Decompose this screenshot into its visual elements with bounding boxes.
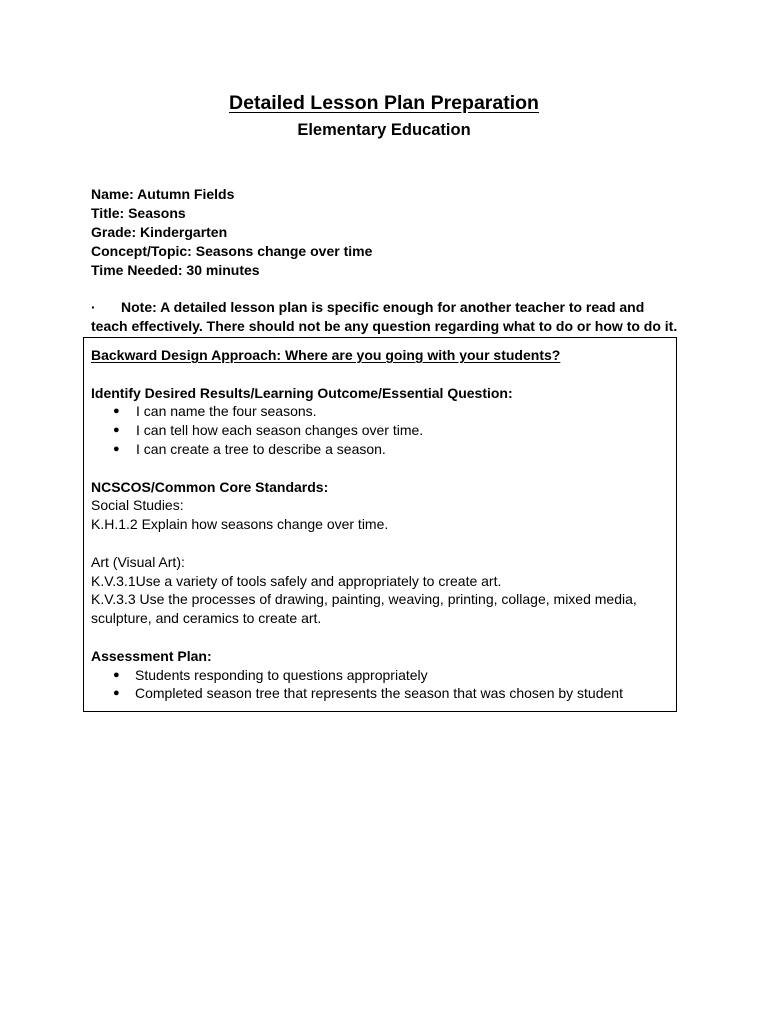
social-studies-label: Social Studies: — [91, 497, 184, 514]
info-title: Title: Seasons — [91, 205, 186, 221]
bullet-icon: ● — [113, 442, 120, 455]
list-item: ● Completed season tree that represents the season that was chosen by student — [113, 685, 623, 702]
lesson-info — [91, 185, 372, 280]
assessment-title: Assessment Plan: — [91, 647, 212, 664]
list-item: ● I can tell how each season changes over time. — [113, 422, 424, 439]
info-concept: Concept/Topic: Seasons change over time — [91, 243, 373, 259]
page-title: Detailed Lesson Plan Preparation — [229, 92, 539, 114]
bullet-icon: ● — [113, 405, 120, 418]
list-item: ● I can create a tree to describe a season. — [113, 440, 386, 457]
note-line-2: teach effectively. There should not be any question regarding what to do or how to do it. — [91, 318, 678, 334]
bullet-icon: ● — [113, 687, 120, 700]
social-studies-standard: K.H.1.2 Explain how seasons change over time. — [91, 516, 389, 533]
list-item: ● I can name the four seasons. — [113, 403, 317, 420]
note-bullet: · — [91, 299, 96, 315]
art-standard-2-line-1: K.V.3.3 Use the processes of drawing, painting, weaving, printing, collage, mixed media, — [91, 591, 637, 608]
bullet-icon: ● — [113, 668, 120, 681]
note-line-1: Note: A detailed lesson plan is specific enough for another teacher to read and — [121, 299, 645, 315]
note-paragraph — [91, 298, 691, 336]
art-standard-2-line-2: sculpture, and ceramics to create art. — [91, 610, 322, 627]
info-name: Name: Autumn Fields — [91, 186, 235, 202]
art-label: Art (Visual Art): — [91, 553, 185, 570]
art-standard-1: K.V.3.1Use a variety of tools safely and appropriately to create art. — [91, 572, 502, 589]
outcomes-list — [91, 402, 670, 458]
info-time: Time Needed: 30 minutes — [91, 262, 260, 278]
assessment-list — [91, 666, 670, 704]
page-subtitle: Elementary Education — [297, 121, 471, 139]
list-item: ● Students responding to questions appropriately — [113, 666, 428, 683]
bullet-icon: ● — [113, 424, 120, 437]
backward-design-box — [83, 337, 677, 712]
standards-title: NCSCOS/Common Core Standards: — [91, 478, 329, 495]
info-grade: Grade: Kindergarten — [91, 224, 228, 240]
box-heading: Backward Design Approach: Where are you going with your students? — [91, 347, 561, 363]
outcomes-title: Identify Desired Results/Learning Outcome/Essential Question: — [91, 384, 513, 401]
